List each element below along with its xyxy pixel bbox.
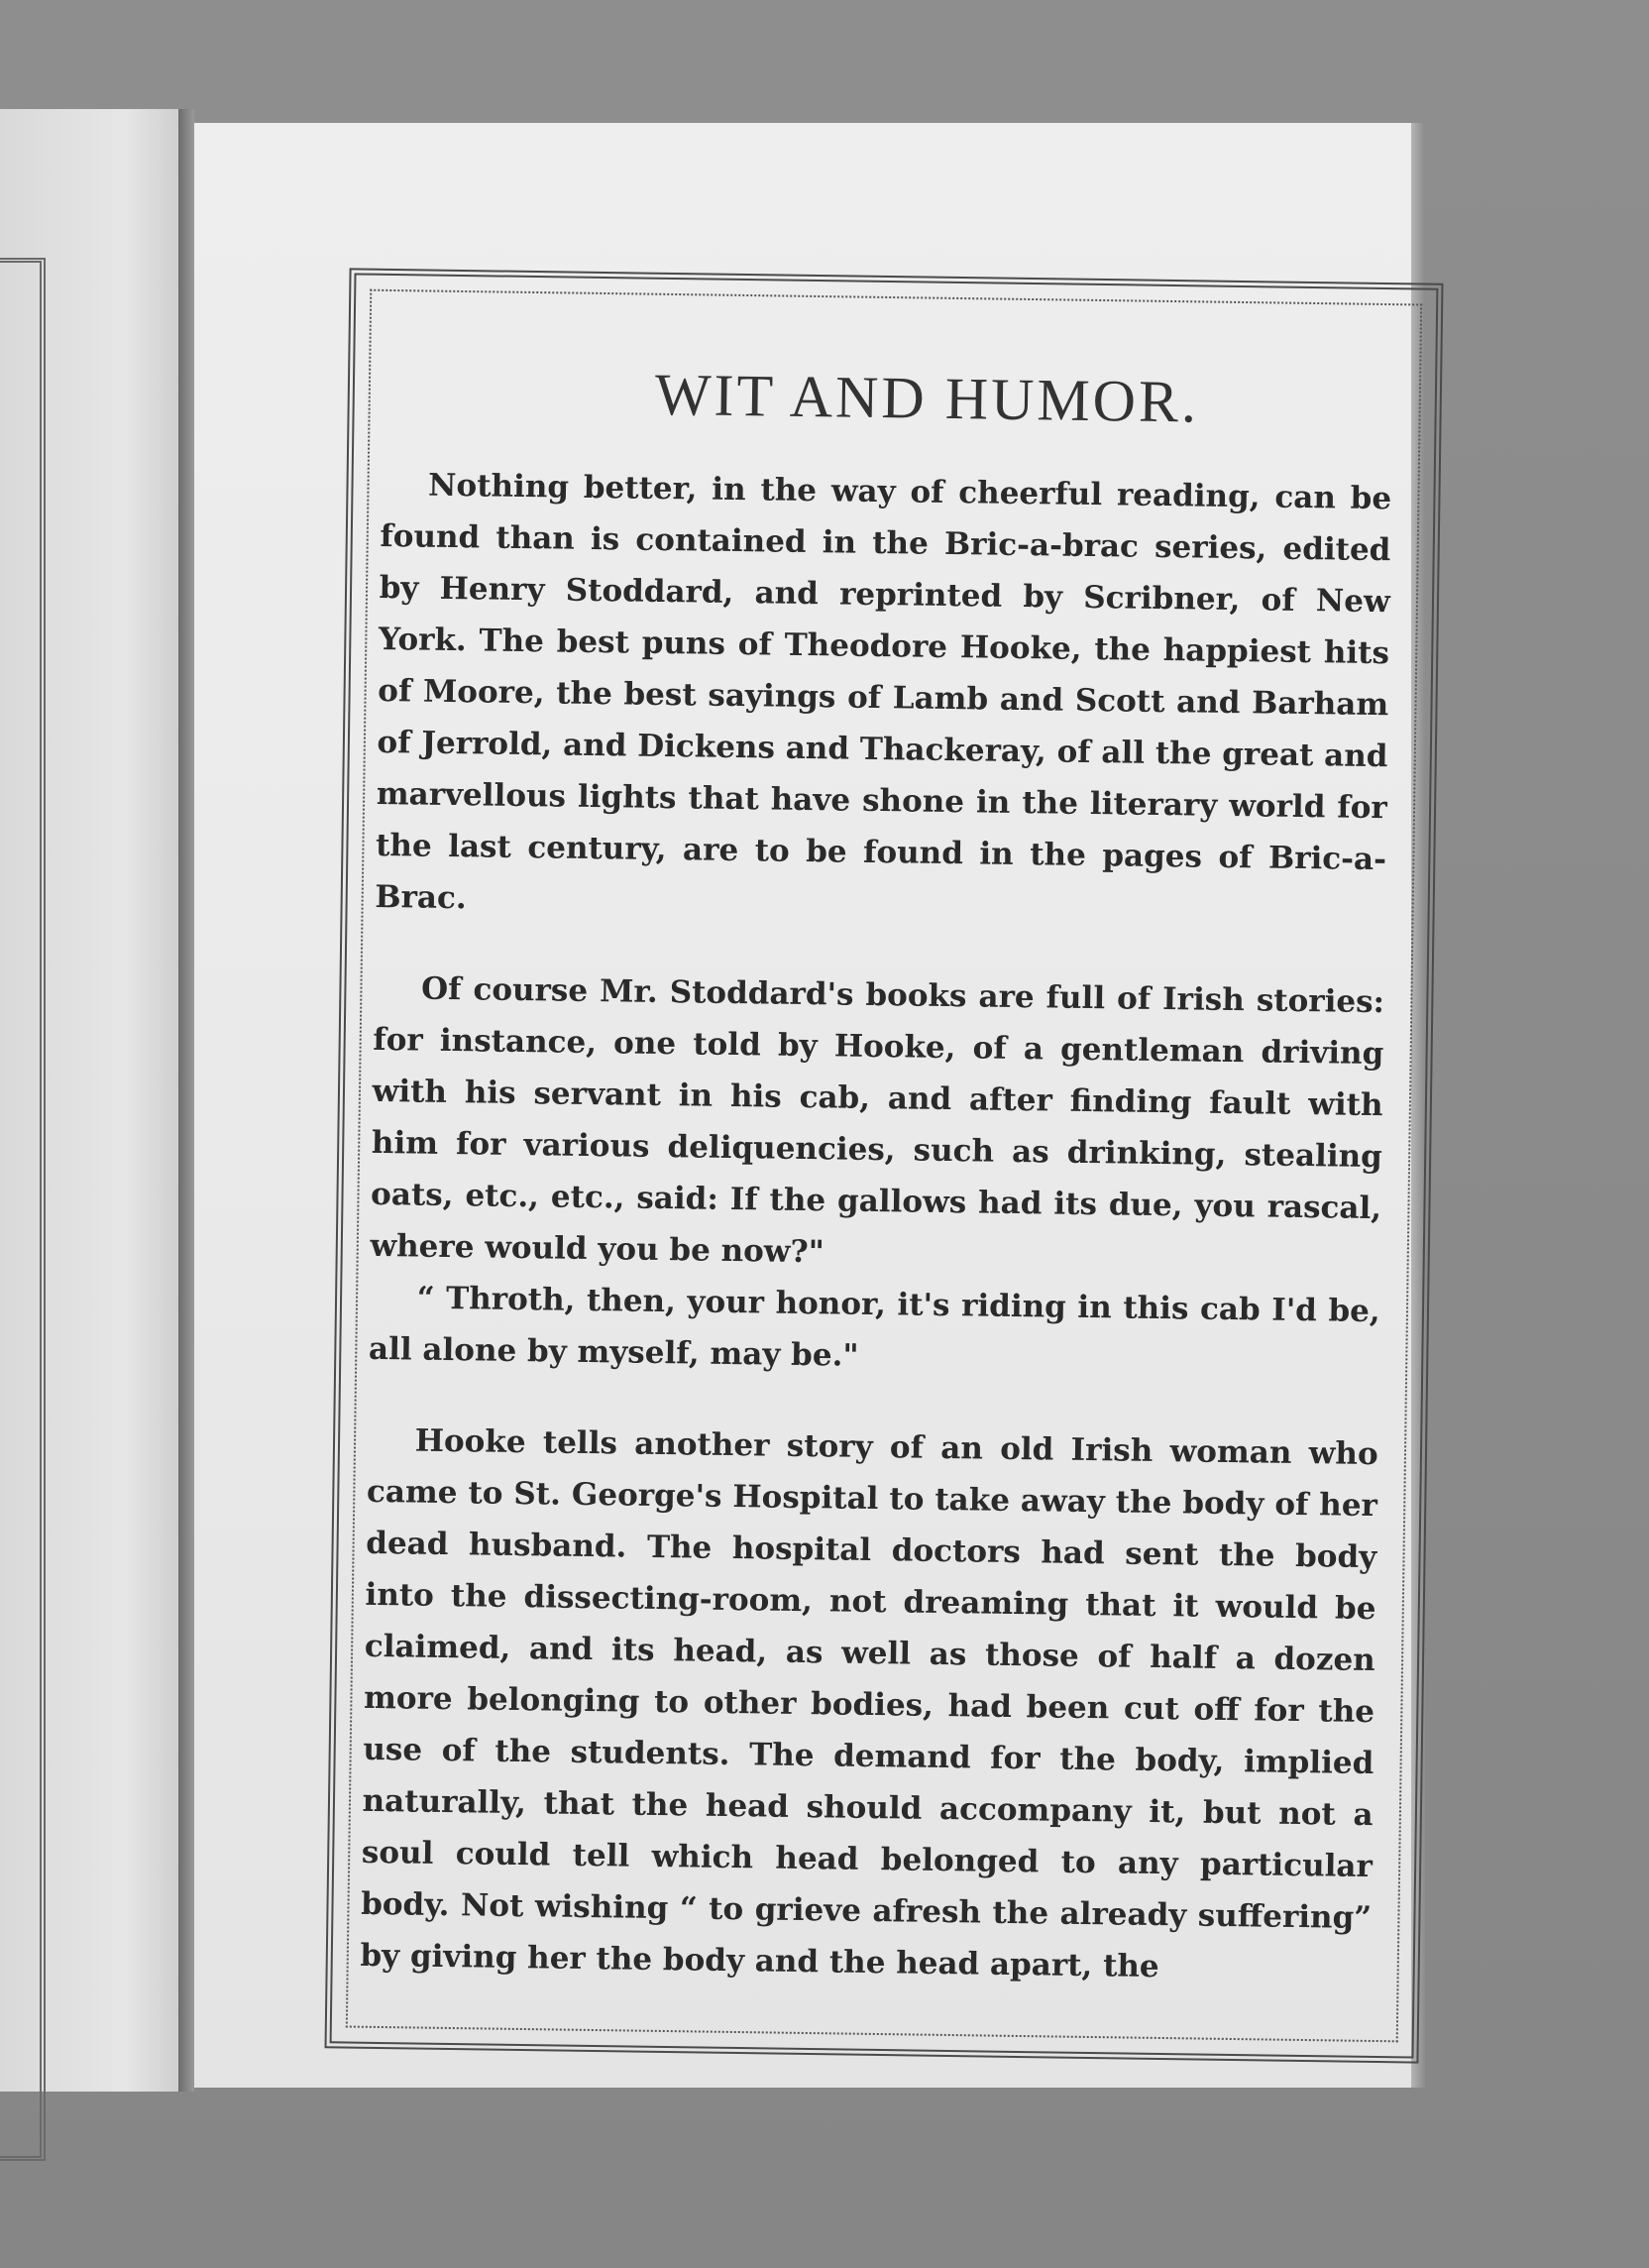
paragraph-3: “ Throth, then, your honor, it's riding in this cab I'd be, all alone by myself, may be."	[368, 1280, 1380, 1374]
page-text	[360, 357, 1393, 2035]
book-gutter	[178, 109, 194, 2092]
paragraph-1: Nothing better, in the way of cheerful reading, can be found than is contained in the Bric-a-brac series, edited by Henry Stoddard, and reprinted by Scribner, of New York. The best puns of Theodore Hooke, the happiest hits of Moore, the best sayings of Lamb and Scott and Barham of Jerrold, and Dickens and Thackeray, of all the great and marvellous lights that have shone in the literary world for the last century, are to be found in the pages of Bric-a-Brac.	[375, 467, 1392, 917]
left-page-border	[0, 258, 46, 2161]
page-title: WIT AND HUMOR.	[654, 361, 1200, 435]
paragraph-2: Of course Mr. Stoddard's books are full of Irish stories: for instance, one told by Hooke, of a gentleman driving with his servant in his cab, and after finding fault with him for various deliquencies, such as drinking, stealing oats, etc., etc., said: If the gallows had its due, you rascal, where would you be now?"	[370, 970, 1385, 1271]
left-facing-page	[0, 109, 178, 2092]
paragraph-4: Hooke tells another story of an old Irish woman who came to St. George's Hospital to take away the body of her dead husband. The hospital doctors had sent the body into the dissecting-room, not dreaming that it would be claimed, and its head, as well as those of half a dozen more belonging to other bodies, had been cut off for the use of the students. The demand for the body, implied naturally, that the head should accompany it, but not a soul could tell which head belonged to any particular body. Not wishing “ to grieve afresh the already suffering” by giving her the body and the head apart, the	[360, 1422, 1378, 1985]
